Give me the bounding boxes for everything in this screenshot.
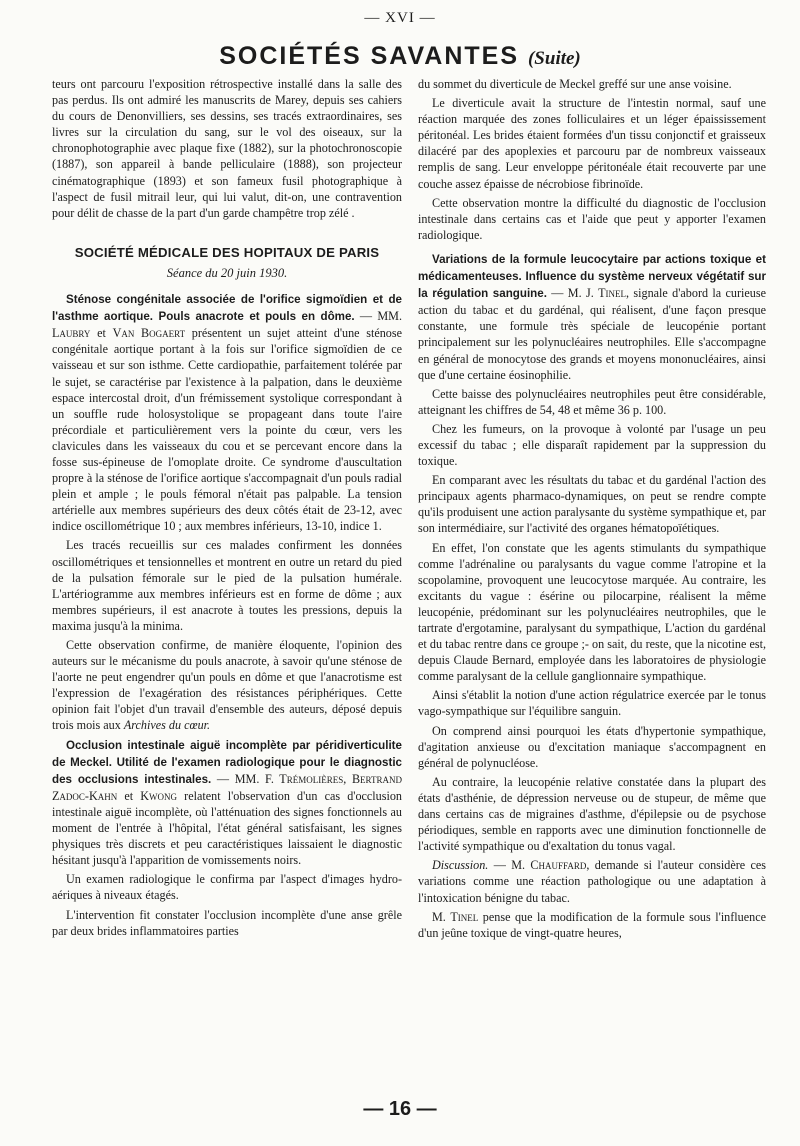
section-title: [0, 42, 800, 71]
society-heading: SOCIÉTÉ MÉDICALE DES HOPITAUX DE PARIS: [74, 244, 380, 260]
paragraph: Cette baisse des polynucléaires neutrophiles peut être considérable, atteignant les chiffres de 54, 48 et même 36 p. 100.: [418, 386, 766, 417]
paragraph: Un examen radiologique le confirma par l'aspect d'images hydro-aériques à niveaux étagés.: [52, 872, 402, 903]
paragraph: Ainsi s'établit la notion d'une action régulatrice exercée par le tonus vago-sympathique sur l'équilibre sanguin.: [418, 688, 766, 719]
paragraph: Le diverticule avait la structure de l'intestin normal, sauf une réaction marquée des zones folliculaires et un léger épaississement péritonéal. Les brides étaient formées d'un tissu conjonctif et graisseux dilacéré par des apoplexies et parcouru par de nombreux vaisseaux remplis de sang. Leur enveloppe péritonéale était recouverte par une couche assez épaisse de nécrobiose fibrinoïde.: [418, 96, 766, 191]
section-title-suffix: (Suite): [527, 48, 581, 69]
paragraph: Chez les fumeurs, on la provoque à volonté par l'usage un peu excessif du tabac ; elle disparaît rapidement par la suppression du toxique.: [418, 421, 766, 469]
paragraph: En effet, l'on constate que les agents stimulants du sympathique comme l'adrénaline ou paralysants du vague comme l'atropine et la scopolamine, provoquent une leucocytose marquée. Au contraire, les excitants du vague : ésérine ou pilocarpine, réalisent la même leucopénie, prédominant sur les polynucléaires neutrophiles, que le tartrate d'ergotamine, paralysant du sympathique, L'action du gardénal et du tabac rentre dans ce groupe ;- on sait, du reste, que la nicotine est, depuis Claude Bernard, employée dans les laboratoires de physiologie comme paralysant de la cellule ganglionnaire sympathique.: [418, 540, 766, 684]
article-variations: Variations de la formule leucocytaire par actions toxique et médicamenteuses. Influence du système nerveux végétatif sur la régulation sanguine. — M. J. Tinel, signale d'abord la curieuse action du tabac et du gardénal, qui réalisent, d'une façon presque constante, une formule très spéciale de leucopénie portant principalement sur les polynucléaires neutrophiles. Elle s'accompagne en général de monocytose des grands et moyens mononucléaires, ainsi que d'une certaine éosinophilie.: [418, 252, 766, 382]
paragraph: Cette observation confirme, de manière éloquente, l'opinion des auteurs sur le mécanisme du pouls anacrote, à savoir qu'une sténose de l'aorte ne peut engendrer qu'un pouls en dôme et que l'anacrotisme est l'expression de l'exagération des résistances périphériques. Cette opinion fait l'objet d'un travail d'ensemble des auteurs, déposé depuis trois mois aux Archives du cœur.: [52, 638, 402, 733]
footer-page-number: — 16 —: [363, 1098, 437, 1120]
author-name: Tinel: [450, 909, 479, 924]
paragraph: L'intervention fit constater l'occlusion incomplète d'une anse grêle par deux brides inflammatoires parties: [52, 907, 402, 938]
author-name: Tinel: [598, 286, 627, 301]
paragraph: Cette observation montre la difficulté du diagnostic de l'occlusion intestinale dans certains cas et l'aide que peut y apporter l'examen radiologique.: [418, 195, 766, 242]
author-name: Chauffard: [530, 858, 587, 873]
author-name: Kwong: [140, 788, 178, 803]
article-occlusion: Occlusion intestinale aiguë incomplète par péridiverticulite de Meckel. Utilité de l'examen radiologique pour le diagnostic des occlusions intestinales. — MM. F. Trémolières, Bertrand Zadoc-Kahn et Kwong relatent l'observation d'un cas d'occlusion intestinale aiguë incomplète, où l'atténuation des signes fonctionnels au moment de l'entrée à l'hôpital, l'état général satisfaisant, les signes physiques très discrets et peu caractéristiques laissaient le diagnostic hésitant jusqu'à l'apparition de vomissements noirs.: [52, 738, 403, 868]
author-name: F. Trémolières: [265, 771, 344, 786]
section-title-main: SOCIÉTÉS SAVANTES: [219, 42, 520, 70]
author-name: Van Bogaert: [112, 326, 186, 341]
journal-name: Archives du cœur.: [123, 718, 211, 733]
paragraph: teurs ont parcouru l'exposition rétrospective installé dans la salle des pas perdus. Ils ont admiré les manuscrits de Marey, depuis ses cahiers du cours de Denonvilliers, ses dessins, ses tracés extraordinaires, ses livres sur la circulation du sang, sur le vol des oiseaux, sur la chronophotographie avec plaque fixe (1882), sur la photochronoscopie (1887), son appareil à bande pelliculaire (1888), son projecteur cinématographique (1893) et son fameux fusil photographique à l'aspect de fusil mitrail leur, qui lui valut, dit-on, une contravention pour délit de chasse de la part d'un garde champêtre trop zélé .: [52, 77, 402, 220]
paragraph: En comparant avec les résultats du tabac et du gardénal l'action des principaux agents pharmaco-dynamiques, on peut se rendre compte qu'ils produisent une action paralysante du système sympathique et, par son intermédiaire, sur l'activité des organes hématopoïétiques.: [418, 473, 766, 536]
article-sténose: Sténose congénitale associée de l'orifice sigmoïdien et de l'asthme aortique. Pouls anacrote et pouls en dôme. — MM. Laubry et Van Bogaert présentent un sujet atteint d'une sténose congénitale aortique portant à la fois sur l'orifice sigmoïdien de ce vaisseau et sur son isthme. Cette cardiopathie, parfaitement tolérée par le sujet, se caractérise par l'existence à la palpation, dans le deuxième espace intercostal droit, d'un frémissement systolique correspondant à un souffle rude holosystolique se propageant dans toute l'aire précordiale et particulièrement vers la pointe du cœur, vers les clavicules dans les vaisseaux du cou et se percevant encore dans la fosse sus-épineuse de l'omoplate droite. Ce syndrome d'auscultation propre à la sténose de l'orifice aortique s'accompagnait d'un pouls radial plein et ample ; le pouls fémoral n'était pas palpable. La tension artérielle aux membres supérieurs des deux côtés était de 23-12, avec indice oscillométrique 10 ; aux membres inférieurs, 13-10, indice 1.: [52, 293, 402, 534]
author-name: Laubry: [52, 326, 91, 341]
paragraph: du sommet du diverticule de Meckel greffé sur une anse voisine.: [418, 77, 732, 91]
discussion-paragraph: Discussion. — M. Chauffard, demande si l'auteur considère ces variations comme une réaction pathologique ou une adaptation à l'intoxication bénigne du tabac.: [418, 858, 767, 905]
paragraph: Les tracés recueillis sur ces malades confirment les données oscillométriques et tensionnelles et montrent en outre un retard du pied de la pulsation fémorale sur le pied de la pulsation humérale. L'artériogramme aux membres inférieurs est en forme de dôme ; aux membres supérieurs, il est anacrote à toutes les pressions, depuis la maxima jusqu'à la minima.: [52, 538, 402, 633]
article-title: Variations de la formule leucocytaire par actions toxique et médicamenteuses. Influence du système nerveux végétatif sur la régulation sanguine.: [418, 252, 766, 301]
header-page-roman: — XVI —: [364, 10, 436, 26]
paragraph: On comprend ainsi pourquoi les états d'hypertonie sympathique, d'agitation anxieuse ou d'excitation maniaque s'accompagnent en général de polynucléose.: [418, 723, 766, 770]
paragraph: Au contraire, la leucopénie relative constatée dans la plupart des états d'asthénie, de dépression nerveuse ou de stupeur, de même que dans certains cas de migraines d'asthme, d'épilepsie ou de psychose périodiques, semble en rapports avec une diminution fonctionnelle de l'activité sympathique ou d'exaltation du tonus vagal.: [418, 774, 766, 854]
right-column: [418, 76, 766, 944]
left-column: [52, 76, 402, 942]
session-date: Séance du 20 juin 1930.: [166, 265, 288, 280]
article-title: Sténose congénitale associée de l'orifice sigmoïdien et de l'asthme aortique. Pouls anacrote et pouls en dôme.: [52, 293, 402, 324]
paragraph: M. Tinel pense que la modification de la formule sous l'influence d'un jeûne toxique de vingt-quatre heures,: [418, 909, 766, 940]
discussion-label: Discussion.: [432, 858, 489, 873]
article-title: Occlusion intestinale aiguë incomplète par péridiverticulite de Meckel. Utilité de l'examen radiologique pour le diagnostic des occlusions intestinales.: [52, 738, 402, 786]
author-name: Bertrand Zadoc-Kahn: [52, 771, 403, 803]
